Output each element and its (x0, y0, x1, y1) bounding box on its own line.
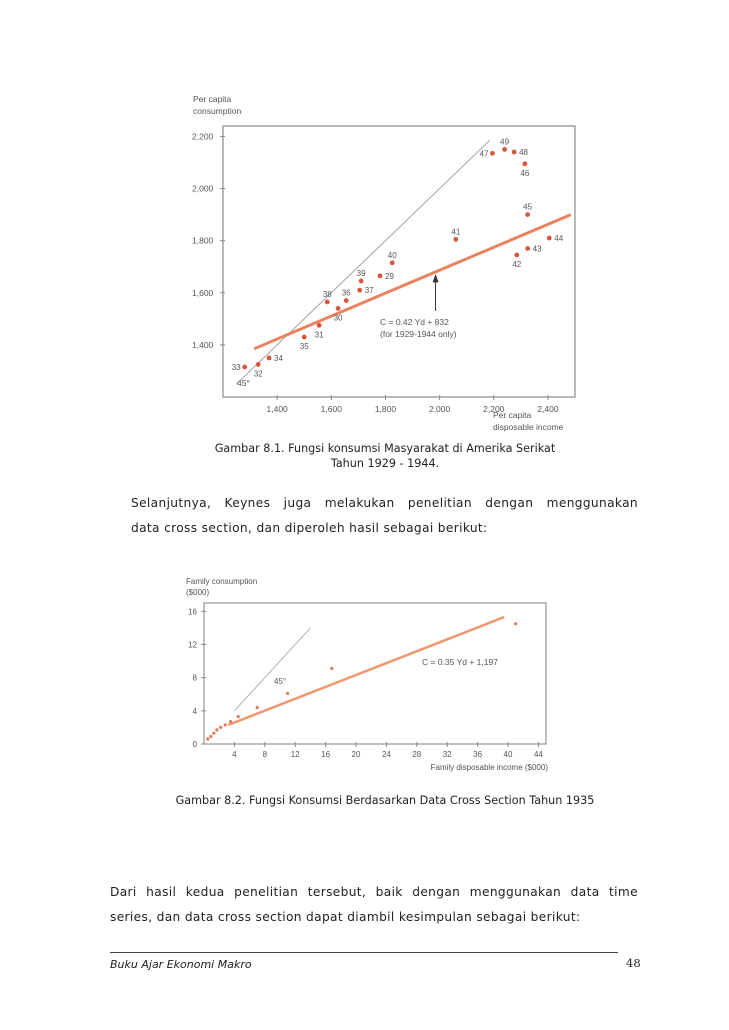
y-tick-label: 8 (192, 673, 197, 683)
x-tick-label: 32 (442, 750, 452, 759)
data-point (286, 692, 289, 695)
point-label: 36 (341, 288, 351, 298)
data-point (267, 356, 272, 361)
y-tick-label: 1,800 (192, 235, 214, 246)
data-point (525, 246, 530, 251)
equation-label: C = 0.35 Yd + 1,197 (422, 657, 498, 667)
point-label: 30 (333, 313, 343, 323)
x-tick-label: 36 (473, 750, 483, 759)
y-tick-label: 4 (192, 706, 197, 716)
data-point (525, 212, 530, 217)
figure-caption-1-line2: Tahun 1929 - 1944. (330, 457, 440, 470)
y-axis-title-line1: Family consumption (186, 577, 258, 586)
data-point (502, 147, 507, 152)
data-point (514, 622, 517, 625)
point-label: 46 (520, 168, 530, 178)
angle-label: 45° (237, 378, 250, 388)
data-point (359, 279, 364, 284)
data-point (229, 720, 232, 723)
point-label: 33 (231, 363, 241, 373)
paragraph-2-line1: Dari hasil kedua penelitian tersebut, baik dengan menggunakan data time (110, 885, 638, 899)
x-tick-label: 44 (533, 750, 543, 759)
figure-caption-1 (150, 441, 620, 471)
point-label: 43 (532, 244, 542, 254)
y-tick-label: 1,600 (192, 287, 214, 298)
page-number: 48 (626, 956, 641, 970)
chart-consumption-cross-section (160, 570, 580, 780)
x-axis-title: Family disposable income ($000) (430, 763, 548, 772)
data-point (256, 706, 259, 709)
data-point (512, 150, 517, 155)
footer-rule (110, 952, 618, 953)
point-label: 32 (253, 369, 263, 379)
data-point (224, 723, 227, 726)
point-label: 42 (512, 259, 522, 269)
data-point (344, 298, 349, 303)
data-point (336, 306, 341, 311)
angle-label: 45° (274, 677, 287, 686)
data-point (453, 237, 458, 242)
data-point (209, 735, 212, 738)
equation-label: C = 0.42 Yd + 832 (380, 317, 449, 327)
x-tick-label: 12 (290, 750, 300, 759)
x-tick-label: 1,800 (374, 404, 397, 414)
data-point (390, 260, 395, 265)
equation-note: (for 1929-1944 only) (380, 329, 457, 339)
data-point (215, 728, 218, 731)
point-label: 29 (385, 271, 394, 281)
point-label: 44 (554, 234, 564, 244)
paragraph-2 (110, 880, 638, 930)
point-label: 37 (364, 286, 374, 296)
line-45-degree (237, 140, 490, 384)
x-tick-label: 16 (321, 750, 331, 759)
x-tick-label: 40 (503, 750, 513, 759)
y-axis-title-line2: consumption (193, 106, 242, 116)
point-label: 38 (322, 289, 332, 299)
y-axis-title-line2: ($000) (186, 588, 210, 597)
y-tick-label: 1,400 (192, 339, 214, 350)
data-point (523, 161, 528, 166)
x-axis-title-line2: disposable income (493, 422, 564, 432)
x-tick-label: 1,600 (320, 404, 342, 414)
x-tick-label: 20 (351, 750, 361, 759)
data-point (237, 715, 240, 718)
data-point (514, 253, 519, 258)
point-label: 45 (523, 202, 533, 212)
data-point (302, 335, 307, 340)
figure-caption-2: Gambar 8.2. Fungsi Konsumsi Berdasarkan Data Cross Section Tahun 1935 (175, 794, 595, 807)
x-tick-label: 28 (412, 750, 422, 759)
x-tick-label: 2,000 (428, 404, 451, 414)
point-label: 40 (387, 250, 397, 260)
data-point (547, 236, 552, 241)
data-point (212, 732, 215, 735)
y-tick-label: 0 (192, 740, 197, 749)
x-tick-label: 1,400 (266, 404, 288, 414)
data-point (317, 323, 322, 328)
paragraph-1 (131, 491, 638, 541)
y-axis-title-line1: Per capita (193, 94, 232, 104)
point-label: 41 (451, 227, 461, 237)
x-tick-label: 2,200 (483, 404, 505, 414)
data-point (325, 299, 330, 304)
x-tick-label: 24 (381, 750, 391, 759)
paragraph-1-line1: Selanjutnya, Keynes juga melakukan penelitian dengan menggunakan (131, 496, 638, 510)
point-label: 34 (274, 353, 283, 363)
data-point (219, 726, 222, 729)
chart-consumption-time-series (175, 90, 595, 440)
point-label: 31 (314, 330, 324, 340)
data-point (256, 362, 261, 367)
y-tick-label: 2,000 (192, 183, 214, 194)
data-point (242, 365, 247, 370)
annotation-arrowhead (433, 274, 439, 282)
paragraph-1-line2: data cross section, dan diperoleh hasil sebagai berikut: (131, 521, 488, 535)
point-label: 39 (356, 269, 366, 279)
x-axis-title-line1: Per capita (493, 410, 532, 420)
data-point (206, 737, 209, 740)
point-label: 35 (299, 342, 309, 352)
point-label: 49 (500, 137, 510, 147)
data-point (490, 151, 495, 156)
x-tick-label: 4 (232, 750, 237, 759)
footer-book-title: Buku Ajar Ekonomi Makro (110, 958, 252, 971)
y-tick-label: 16 (188, 607, 197, 617)
figure-caption-1-line1: Gambar 8.1. Fungsi konsumsi Masyarakat di Amerika Serikat (214, 442, 556, 455)
plot-frame (204, 603, 546, 744)
data-point (357, 288, 362, 293)
point-label: 47 (479, 149, 489, 159)
regression-line (228, 617, 504, 725)
point-label: 48 (519, 148, 528, 158)
y-tick-label: 2,200 (192, 131, 214, 142)
x-tick-label: 2,400 (537, 404, 559, 414)
data-point (330, 667, 333, 670)
data-point (378, 273, 383, 278)
x-tick-label: 8 (262, 750, 268, 759)
y-tick-label: 12 (188, 640, 197, 650)
paragraph-2-line2: series, dan data cross section dapat diambil kesimpulan sebagai berikut: (110, 910, 581, 924)
